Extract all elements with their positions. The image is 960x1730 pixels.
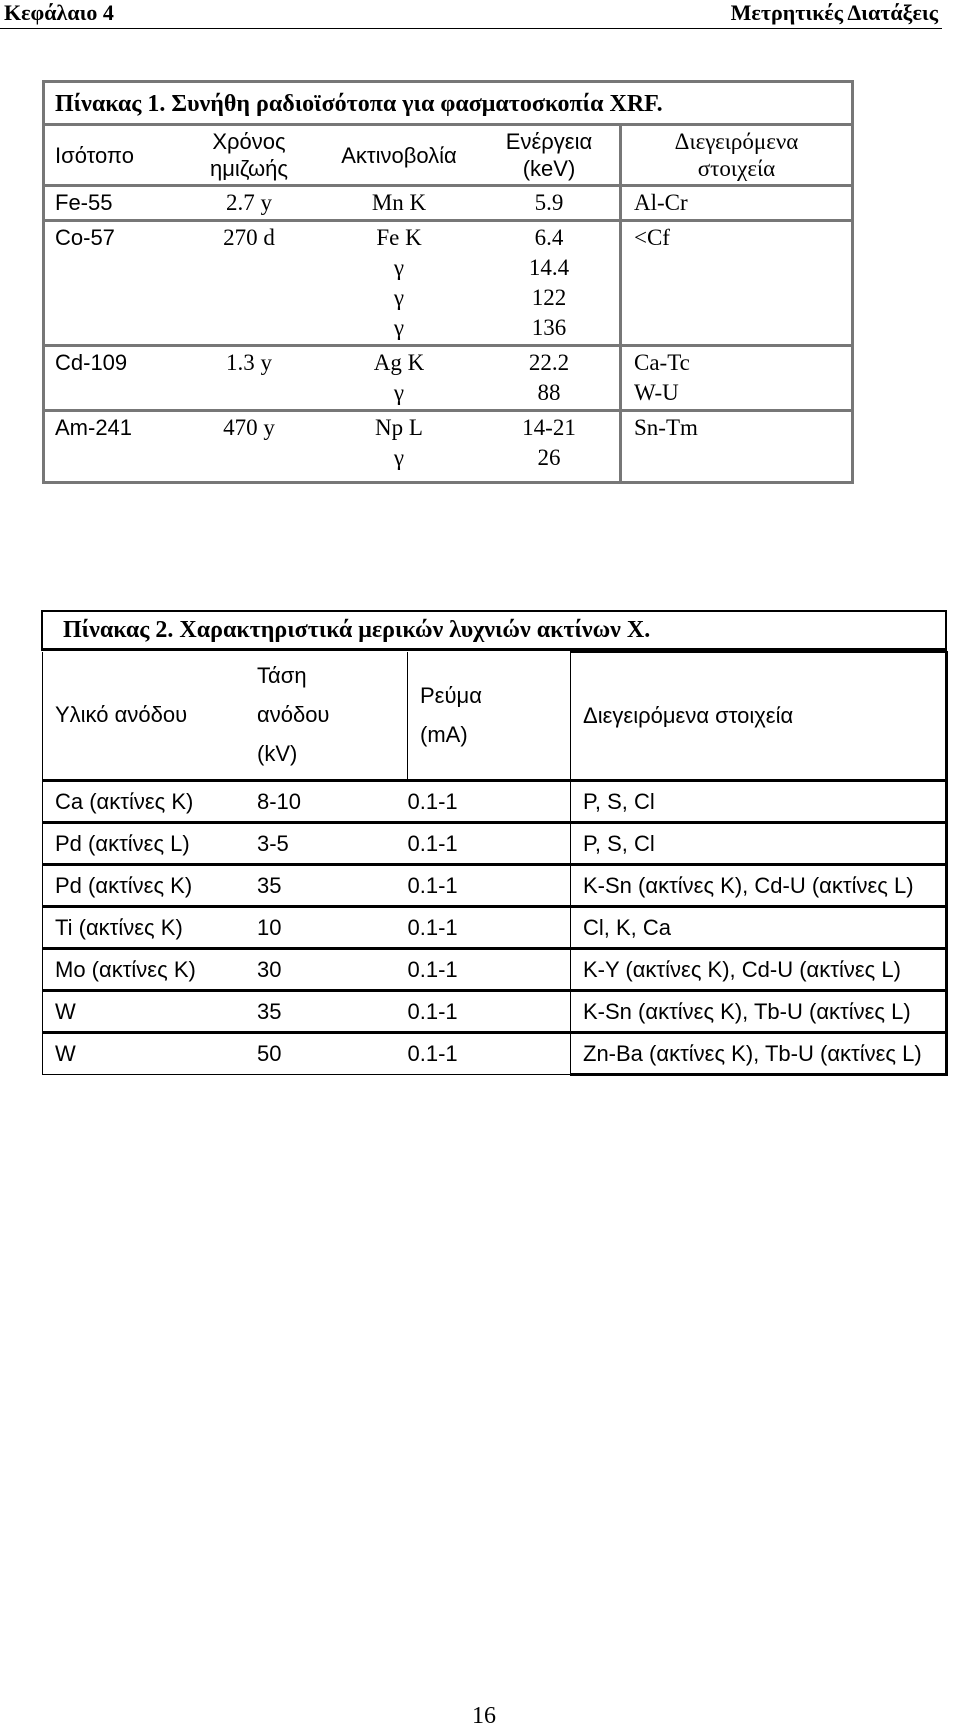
header-radiation <box>319 126 479 186</box>
cell-line: γ <box>393 445 405 470</box>
cell-line: <Cf <box>634 225 670 250</box>
cell-energy <box>479 221 621 346</box>
cell-line: Co-57 <box>55 225 115 250</box>
header-line: Διεγειρόμενα <box>674 129 799 154</box>
header-line: Τάση <box>257 663 307 688</box>
cell-anode-material: Pd (ακτίνες K) <box>43 865 254 907</box>
cell-excited-elements: Cl, K, Ca <box>571 907 947 949</box>
cell-line: 270 d <box>223 225 275 250</box>
isotope-table-caption: Πίνακας 1. Συνήθη ραδιοϊσότοπα για φασματοσκοπία XRF. <box>45 83 851 126</box>
cell-isotope <box>45 346 179 411</box>
cell-current: 0.1-1 <box>408 781 571 823</box>
cell-half-life <box>179 186 319 221</box>
cell-excited-elements: P, S, Cl <box>571 781 947 823</box>
chapter-header: Κεφάλαιο 4 <box>4 0 114 25</box>
cell-half-life <box>179 221 319 346</box>
header-half-life <box>179 126 319 186</box>
header-line: (mA) <box>420 721 468 747</box>
xray-tube-table-header-row <box>43 652 947 781</box>
cell-half-life <box>179 411 319 482</box>
cell-anode-voltage: 50 <box>253 1033 408 1075</box>
table-row <box>43 865 947 907</box>
cell-current: 0.1-1 <box>408 865 571 907</box>
cell-line: Np L <box>375 415 423 440</box>
table-row <box>43 907 947 949</box>
isotope-table <box>42 80 854 484</box>
header-line: Ακτινοβολία <box>341 142 457 168</box>
xray-tube-table-caption: Πίνακας 2. Χαρακτηριστικά μερικών λυχνιών ακτίνων Χ. <box>41 610 947 651</box>
cell-current: 0.1-1 <box>408 949 571 991</box>
cell-isotope <box>45 411 179 482</box>
cell-energy <box>479 186 621 221</box>
cell-radiation <box>319 346 479 411</box>
cell-anode-voltage: 8-10 <box>253 781 408 823</box>
header-current <box>408 652 571 781</box>
header-excited-elements <box>571 652 947 781</box>
header-excited-elements <box>621 126 852 186</box>
cell-line: 6.4 <box>534 225 564 250</box>
cell-radiation <box>319 411 479 482</box>
cell-isotope <box>45 186 179 221</box>
cell-anode-material: W <box>43 1033 254 1075</box>
table-row <box>43 991 947 1033</box>
header-line: Υλικό ανόδου <box>55 702 188 727</box>
header-isotope <box>45 126 179 186</box>
cell-line: 470 y <box>223 415 275 440</box>
cell-anode-voltage: 35 <box>253 991 408 1033</box>
cell-line: Ca-Tc <box>634 350 690 375</box>
cell-excited-elements <box>621 411 852 482</box>
cell-line: γ <box>393 315 405 340</box>
cell-line: 88 <box>537 380 561 405</box>
cell-current: 0.1-1 <box>408 823 571 865</box>
cell-line: Al-Cr <box>634 190 688 215</box>
cell-anode-material: Mo (ακτίνες K) <box>43 949 254 991</box>
header-line: στοιχεία <box>697 156 776 181</box>
cell-radiation <box>319 186 479 221</box>
cell-line: 5.9 <box>534 190 564 215</box>
cell-line: Fe-55 <box>55 190 113 215</box>
table-row <box>45 221 851 346</box>
cell-excited-elements <box>621 221 852 346</box>
table-row <box>43 823 947 865</box>
cell-line: Sn-Tm <box>634 415 698 440</box>
cell-line: Cd-109 <box>55 350 128 375</box>
header-anode-material <box>43 652 254 781</box>
cell-anode-voltage: 30 <box>253 949 408 991</box>
cell-line: W-U <box>634 380 679 405</box>
page-number: 16 <box>472 1703 496 1729</box>
table-row <box>45 411 851 482</box>
cell-line: 14.4 <box>528 255 570 280</box>
cell-excited-elements: K-Y (ακτίνες K), Cd-U (ακτίνες L) <box>571 949 947 991</box>
table-row <box>45 346 851 411</box>
cell-excited-elements <box>621 186 852 221</box>
cell-anode-material: Pd (ακτίνες L) <box>43 823 254 865</box>
header-line: Ενέργεια <box>505 129 593 154</box>
cell-anode-voltage: 3-5 <box>253 823 408 865</box>
table-row <box>45 186 851 221</box>
cell-line: γ <box>393 255 405 280</box>
header-line: Ισότοπο <box>55 142 135 168</box>
cell-anode-material: Ca (ακτίνες K) <box>43 781 254 823</box>
header-line: ανόδου <box>257 702 330 727</box>
cell-line: 1.3 y <box>226 350 272 375</box>
cell-line: 136 <box>531 315 567 340</box>
cell-excited-elements: P, S, Cl <box>571 823 947 865</box>
header-line: Χρόνος <box>212 129 286 154</box>
cell-line: 14-21 <box>522 415 576 440</box>
header-rule <box>0 28 942 29</box>
cell-energy <box>479 411 621 482</box>
cell-current: 0.1-1 <box>408 1033 571 1075</box>
cell-excited-elements: Zn-Ba (ακτίνες K), Tb-U (ακτίνες L) <box>571 1033 947 1075</box>
cell-current: 0.1-1 <box>408 991 571 1033</box>
xray-tube-table <box>42 610 954 1076</box>
cell-line: Fe K <box>376 225 422 250</box>
isotope-table-header-row <box>45 126 851 186</box>
cell-half-life <box>179 346 319 411</box>
cell-energy <box>479 346 621 411</box>
header-line: Ρεύμα <box>420 682 482 708</box>
table-row <box>43 949 947 991</box>
header-anode-voltage <box>253 652 408 781</box>
header-line: ημιζωής <box>209 156 289 181</box>
table-row <box>43 1033 947 1075</box>
cell-line: Mn K <box>371 190 427 215</box>
cell-line: 2.7 y <box>226 190 272 215</box>
cell-excited-elements <box>621 346 852 411</box>
cell-anode-material: W <box>43 991 254 1033</box>
cell-line: Am-241 <box>55 415 133 440</box>
header-line: (kV) <box>257 741 298 766</box>
cell-anode-voltage: 35 <box>253 865 408 907</box>
cell-line: 26 <box>537 445 561 470</box>
cell-line: γ <box>393 380 405 405</box>
section-header: Μετρητικές Διατάξεις <box>730 0 938 25</box>
header-line: Διεγειρόμενα στοιχεία <box>583 702 794 728</box>
header-line: (keV) <box>522 156 576 181</box>
cell-line: Ag K <box>373 350 425 375</box>
cell-isotope <box>45 221 179 346</box>
cell-line: γ <box>393 285 405 310</box>
cell-anode-material: Ti (ακτίνες K) <box>43 907 254 949</box>
cell-current: 0.1-1 <box>408 907 571 949</box>
cell-anode-voltage: 10 <box>253 907 408 949</box>
header-energy <box>479 126 621 186</box>
cell-radiation <box>319 221 479 346</box>
cell-line: 122 <box>531 285 567 310</box>
table-row <box>43 781 947 823</box>
cell-line: 22.2 <box>528 350 570 375</box>
cell-excited-elements: K-Sn (ακτίνες K), Cd-U (ακτίνες L) <box>571 865 947 907</box>
cell-excited-elements: K-Sn (ακτίνες K), Tb-U (ακτίνες L) <box>571 991 947 1033</box>
